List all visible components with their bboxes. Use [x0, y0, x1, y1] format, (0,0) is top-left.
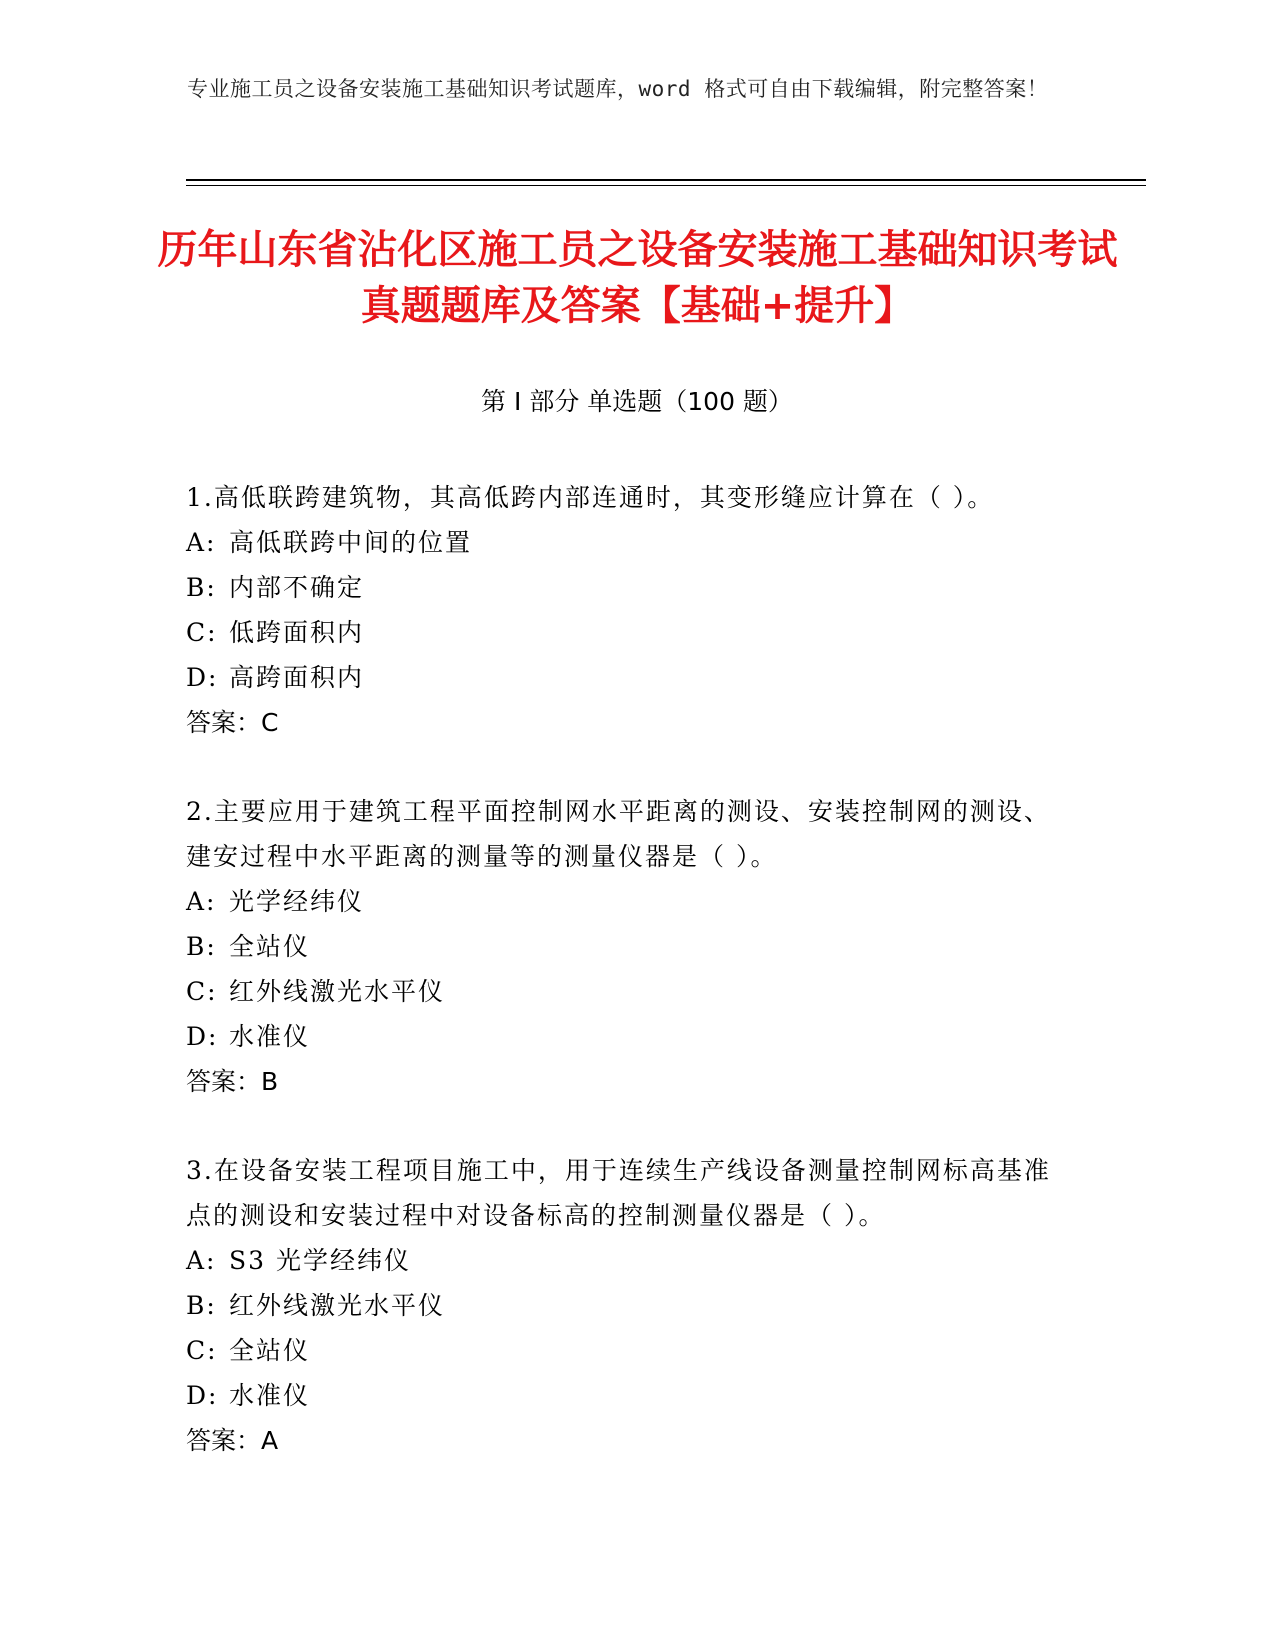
answer-line: 答案：C [186, 708, 279, 737]
header-note: 专业施工员之设备安装施工基础知识考试题库，word 格式可自由下载编辑，附完整答案！ [187, 77, 1049, 101]
question-list [186, 475, 1056, 1463]
option-key: B: [186, 1291, 217, 1320]
option-key: A: [186, 528, 217, 557]
option-c [186, 610, 1056, 655]
question-stem: 1.高低联跨建筑物，其高低跨内部连通时，其变形缝应计算在（ ）。 [186, 483, 995, 512]
document-title: 历年山东省沾化区施工员之设备安装施工基础知识考试真题题库及答案【基础+提升】 [157, 227, 1118, 329]
option-d [186, 1014, 1056, 1059]
option-key: B: [186, 932, 217, 961]
header-divider-thin [186, 185, 1146, 186]
option-key: C: [186, 618, 218, 647]
option-text: 高跨面积内 [229, 663, 365, 692]
option-a [186, 520, 1056, 565]
option-key: A: [186, 1246, 217, 1275]
option-text: 低跨面积内 [229, 618, 365, 647]
option-key: C: [186, 1336, 218, 1365]
option-b [186, 565, 1056, 610]
option-key: D: [186, 1022, 219, 1051]
question-1 [186, 475, 1056, 745]
option-text: 水准仪 [229, 1381, 311, 1410]
question-stem: 2.主要应用于建筑工程平面控制网水平距离的测设、安装控制网的测设、建安过程中水平距离的测量等的测量仪器是（ ）。 [186, 797, 1051, 871]
option-key: D: [186, 1381, 219, 1410]
header-divider-thick [186, 179, 1146, 181]
answer-line: 答案：A [186, 1426, 279, 1455]
option-d [186, 655, 1056, 700]
answer-line: 答案：B [186, 1067, 279, 1096]
option-text: 光学经纬仪 [229, 887, 365, 916]
option-text: 全站仪 [229, 932, 311, 961]
question-stem: 3.在设备安装工程项目施工中，用于连续生产线设备测量控制网标高基准点的测设和安装过程中对设备标高的控制测量仪器是（ ）。 [186, 1156, 1051, 1230]
option-b [186, 1283, 1056, 1328]
option-c [186, 1328, 1056, 1373]
option-d [186, 1373, 1056, 1418]
option-a [186, 1238, 1056, 1283]
option-text: 红外线激光水平仪 [229, 977, 446, 1006]
option-a [186, 879, 1056, 924]
option-text: S3 光学经纬仪 [229, 1246, 411, 1275]
option-text: 全站仪 [229, 1336, 311, 1365]
option-key: B: [186, 573, 217, 602]
option-text: 内部不确定 [229, 573, 365, 602]
option-key: C: [186, 977, 218, 1006]
option-key: A: [186, 887, 217, 916]
option-text: 高低联跨中间的位置 [229, 528, 473, 557]
option-b [186, 924, 1056, 969]
option-text: 水准仪 [229, 1022, 311, 1051]
question-3 [186, 1148, 1056, 1463]
option-key: D: [186, 663, 219, 692]
option-text: 红外线激光水平仪 [229, 1291, 446, 1320]
option-c [186, 969, 1056, 1014]
section-heading: 第 I 部分 单选题（100 题） [481, 387, 793, 416]
question-2 [186, 789, 1056, 1104]
